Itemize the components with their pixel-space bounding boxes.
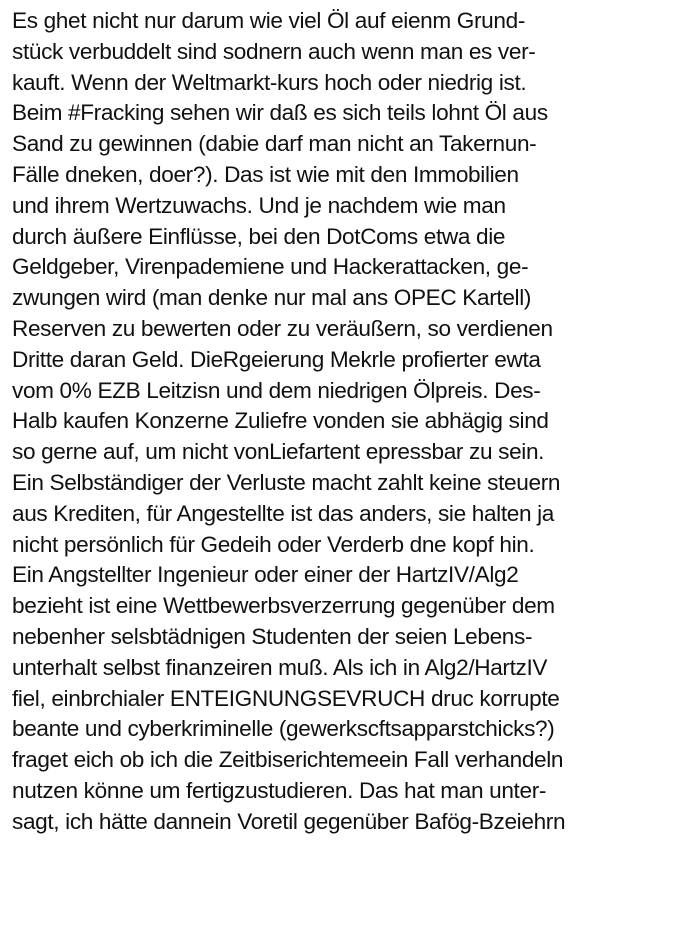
text-line: fraget eich ob ich die Zeitbiserichtemeein Fall verhandeln <box>12 747 564 773</box>
text-line: bezieht ist eine Wettbewerbsverzerrung gegenüber dem <box>12 593 555 619</box>
text-line: beante und cyberkriminelle (gewerkscftsapparstchicks?) <box>12 716 555 742</box>
text-line: Reserven zu bewerten oder zu veräußern, so verdienen <box>12 315 553 341</box>
text-line: Dritte daran Geld. DieRgeierung Mekrle profierter ewta <box>12 346 541 372</box>
text-line: Beim #Fracking sehen wir daß es sich teils lohnt Öl aus <box>12 100 548 126</box>
text-line: sagt, ich hätte dannein Voretil gegenüber Bafög-Bzeiehrn <box>12 808 566 834</box>
text-line: vom 0% EZB Leitzisn und dem niedrigen Ölpreis. Des- <box>12 377 541 403</box>
body-text <box>12 6 680 838</box>
text-line: Geldgeber, Virenpademiene und Hackerattacken, ge- <box>12 254 529 280</box>
text-line: nebenher selsbtädnigen Studenten der seien Lebens- <box>12 623 533 649</box>
text-line: nutzen könne um fertigzustudieren. Das hat man unter- <box>12 777 547 803</box>
text-line: Fälle dneken, doer?). Das ist wie mit den Immobilien <box>12 161 519 187</box>
text-line: Ein Selbständiger der Verluste macht zahlt keine steuern <box>12 469 561 495</box>
text-line: kauft. Wenn der Weltmarkt-kurs hoch oder niedrig ist. <box>12 69 527 95</box>
text-line: Ein Angstellter Ingenieur oder einer der HartzIV/Alg2 <box>12 562 519 588</box>
text-line: so gerne auf, um nicht vonLiefartent epressbar zu sein. <box>12 439 545 465</box>
text-line: Halb kaufen Konzerne Zuliefre vonden sie abhägig sind <box>12 408 549 434</box>
text-line: unterhalt selbst finanzeiren muß. Als ich in Alg2/HartzIV <box>12 654 548 680</box>
text-line: stück verbuddelt sind sodnern auch wenn man es ver- <box>12 38 536 64</box>
text-line: nicht persönlich für Gedeih oder Verderb dne kopf hin. <box>12 531 535 557</box>
text-line: Es ghet nicht nur darum wie viel Öl auf eienm Grund- <box>12 8 525 33</box>
text-line: aus Krediten, für Angestellte ist das anders, sie halten ja <box>12 500 555 526</box>
text-line: und ihrem Wertzuwachs. Und je nachdem wie man <box>12 192 506 218</box>
text-line: zwungen wird (man denke nur mal ans OPEC Kartell) <box>12 285 532 311</box>
text-line: durch äußere Einflüsse, bei den DotComs etwa die <box>12 223 506 249</box>
text-line: fiel, einbrchialer ENTEIGNUNGSEVRUCH druc korrupte <box>12 685 560 711</box>
text-line: Sand zu gewinnen (dabie darf man nicht an Takernun- <box>12 131 537 157</box>
